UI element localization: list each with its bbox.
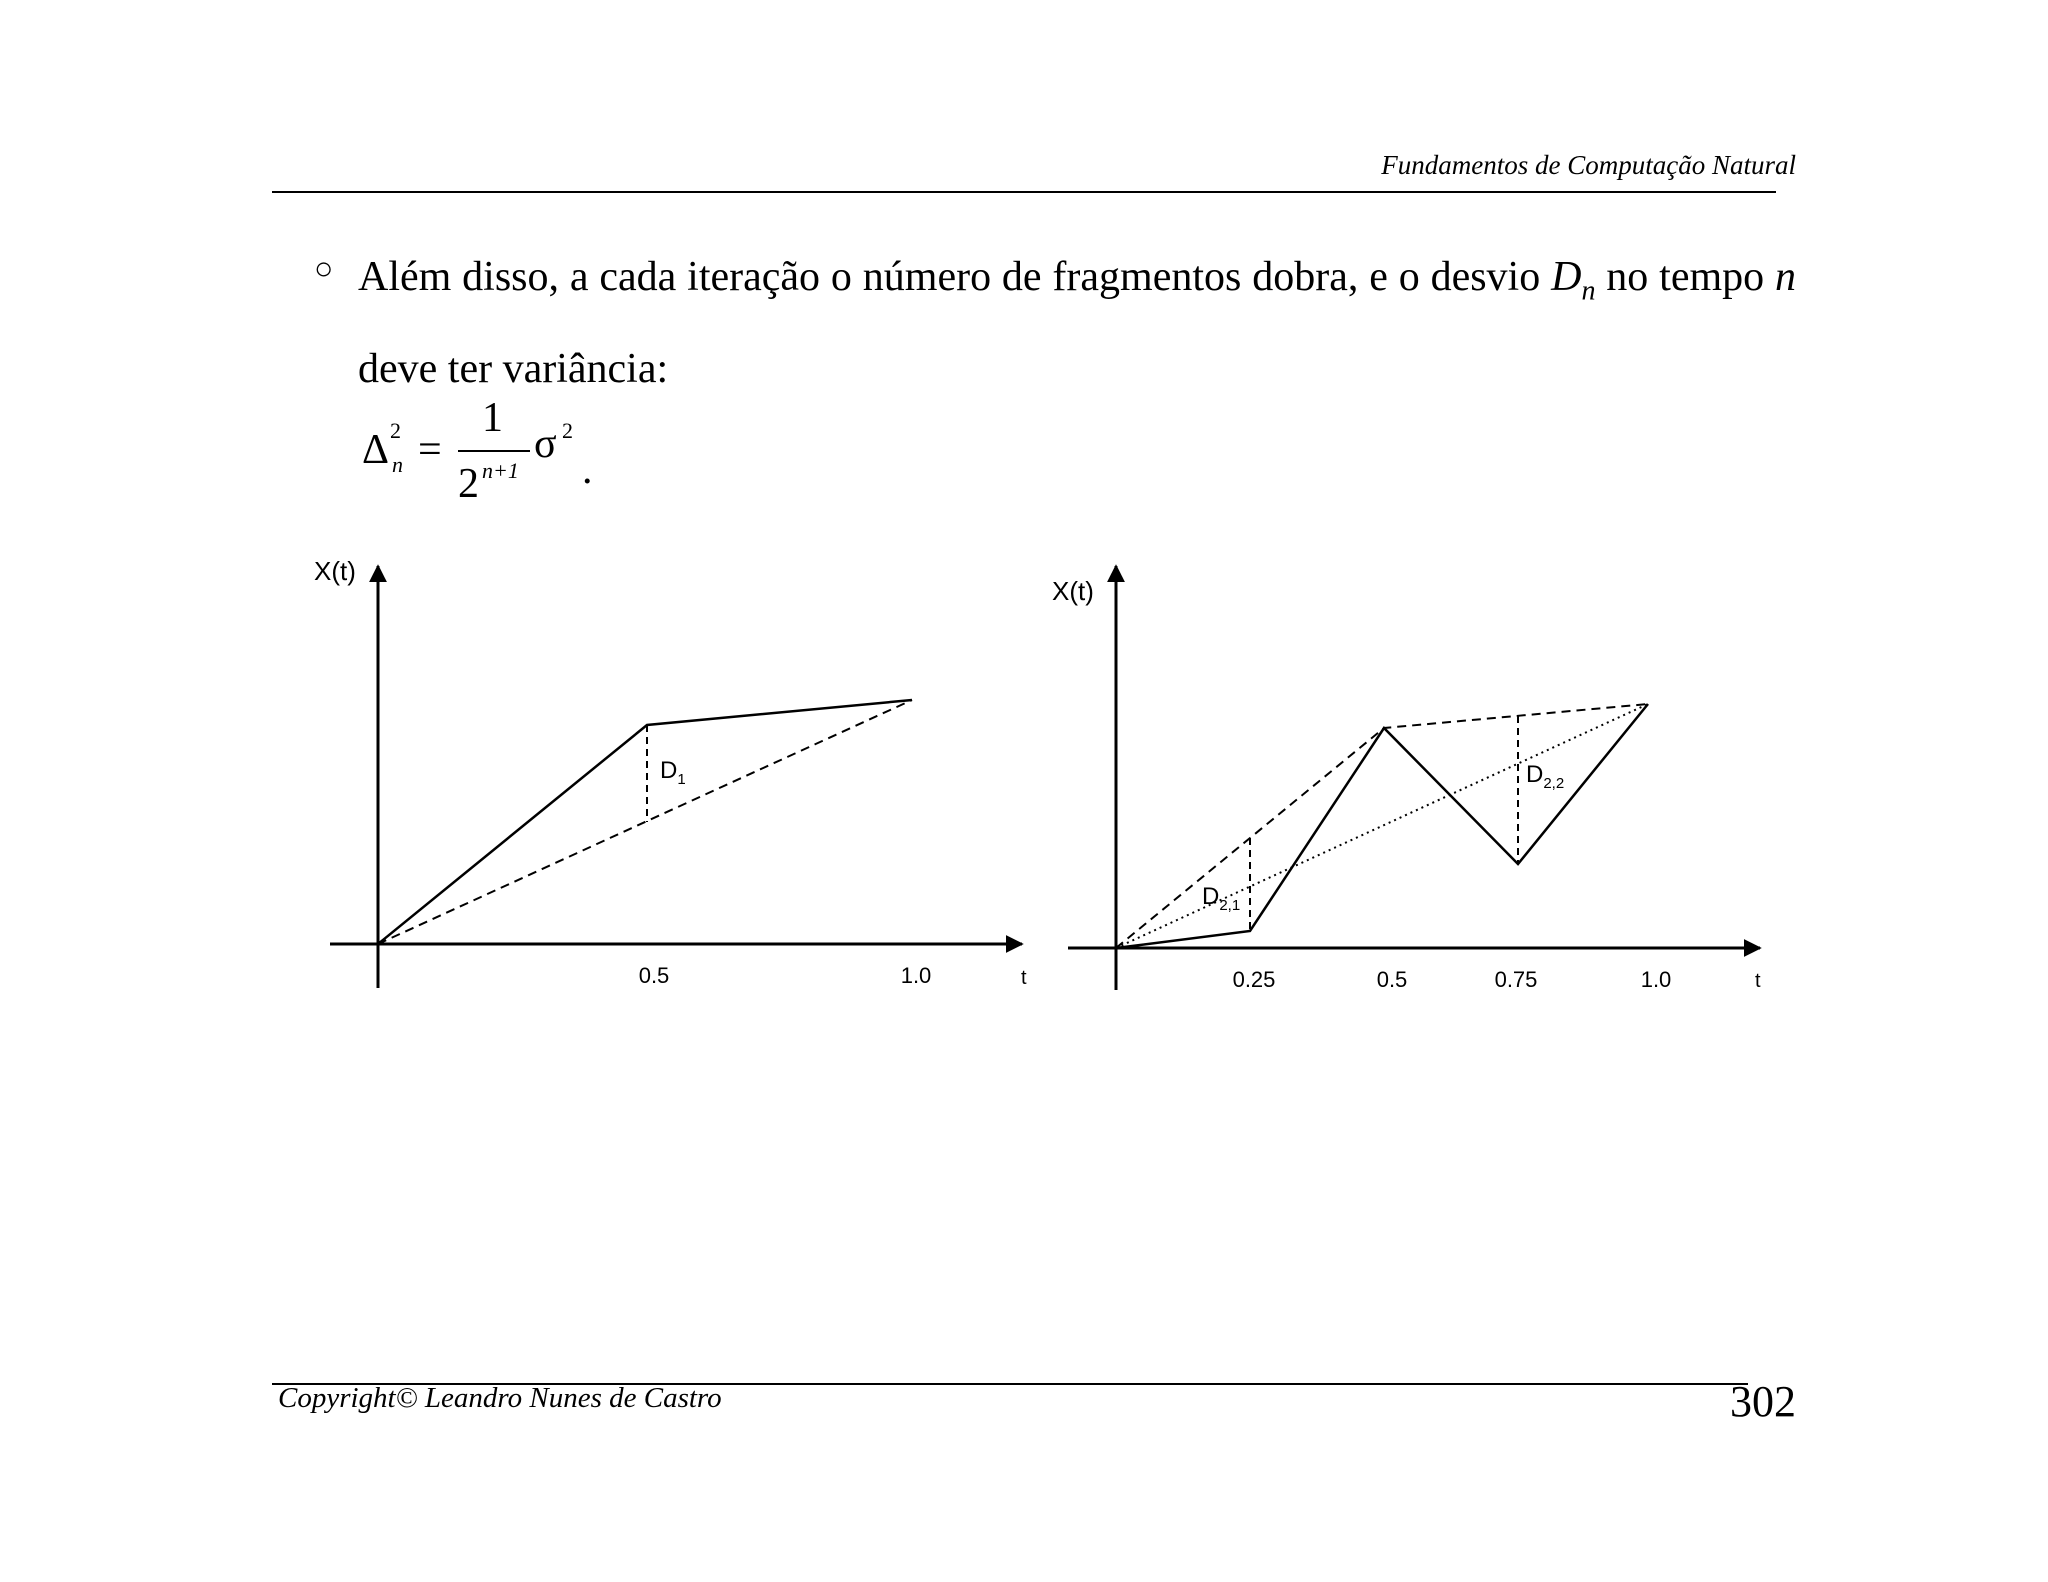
equals-sign: =: [418, 427, 442, 473]
right-curve: [1116, 704, 1648, 948]
sigma-symbol: σ: [534, 421, 557, 467]
var-n: n: [1775, 254, 1796, 300]
fraction-numerator: 1: [482, 395, 503, 441]
right-figure: [1052, 566, 1761, 992]
left-deviation-label: $D_1$: [660, 757, 686, 788]
page-number: 302: [1730, 1377, 1796, 1426]
delta-superscript: 2: [390, 418, 401, 443]
hollow-circle-bullet-icon: ○: [314, 250, 334, 286]
right-xtick-0.75: 0.75: [1494, 967, 1538, 992]
bullet-text: Além disso, a cada iteração o número de fragmentos dobra, e o desvio $D_n$ no tempo n deve ter variância:: [358, 254, 1796, 393]
right-ylabel: X(t): [1052, 576, 1094, 606]
var-D-subscript: n: [1581, 275, 1596, 307]
footer-copyright: Copyright© Leandro Nunes de Castro: [278, 1382, 722, 1414]
right-xtick-1.0: 1.0: [1640, 967, 1672, 992]
right-baseline-dotted: [1116, 704, 1648, 948]
right-xtick-0.25: 0.25: [1232, 967, 1276, 992]
delta-subscript: n: [392, 452, 403, 477]
sigma-superscript: 2: [562, 418, 573, 443]
right-previous-curve-dashed: [1116, 704, 1648, 948]
right-deviation-label-2: $D_{2,2}$: [1526, 761, 1565, 792]
delta-symbol: Δ: [362, 427, 390, 473]
right-deviation-label-1: $D_{2,1}$: [1202, 883, 1241, 914]
left-baseline-dashed: [378, 700, 912, 944]
left-xtick-1.0: 1.0: [900, 963, 932, 988]
right-xlabel: t: [1755, 970, 1761, 992]
left-figure: [314, 556, 1027, 989]
header-title: Fundamentos de Computação Natural: [1381, 150, 1796, 180]
left-xtick-0.5: 0.5: [638, 963, 670, 988]
fraction-denominator-base: 2: [458, 461, 479, 507]
left-ylabel: X(t): [314, 556, 356, 586]
var-D: D: [1551, 254, 1582, 300]
right-xtick-0.5: 0.5: [1376, 967, 1408, 992]
formula-period: .: [582, 447, 593, 493]
left-xlabel: t: [1021, 967, 1027, 989]
fraction-denominator-exponent: n+1: [482, 458, 519, 483]
